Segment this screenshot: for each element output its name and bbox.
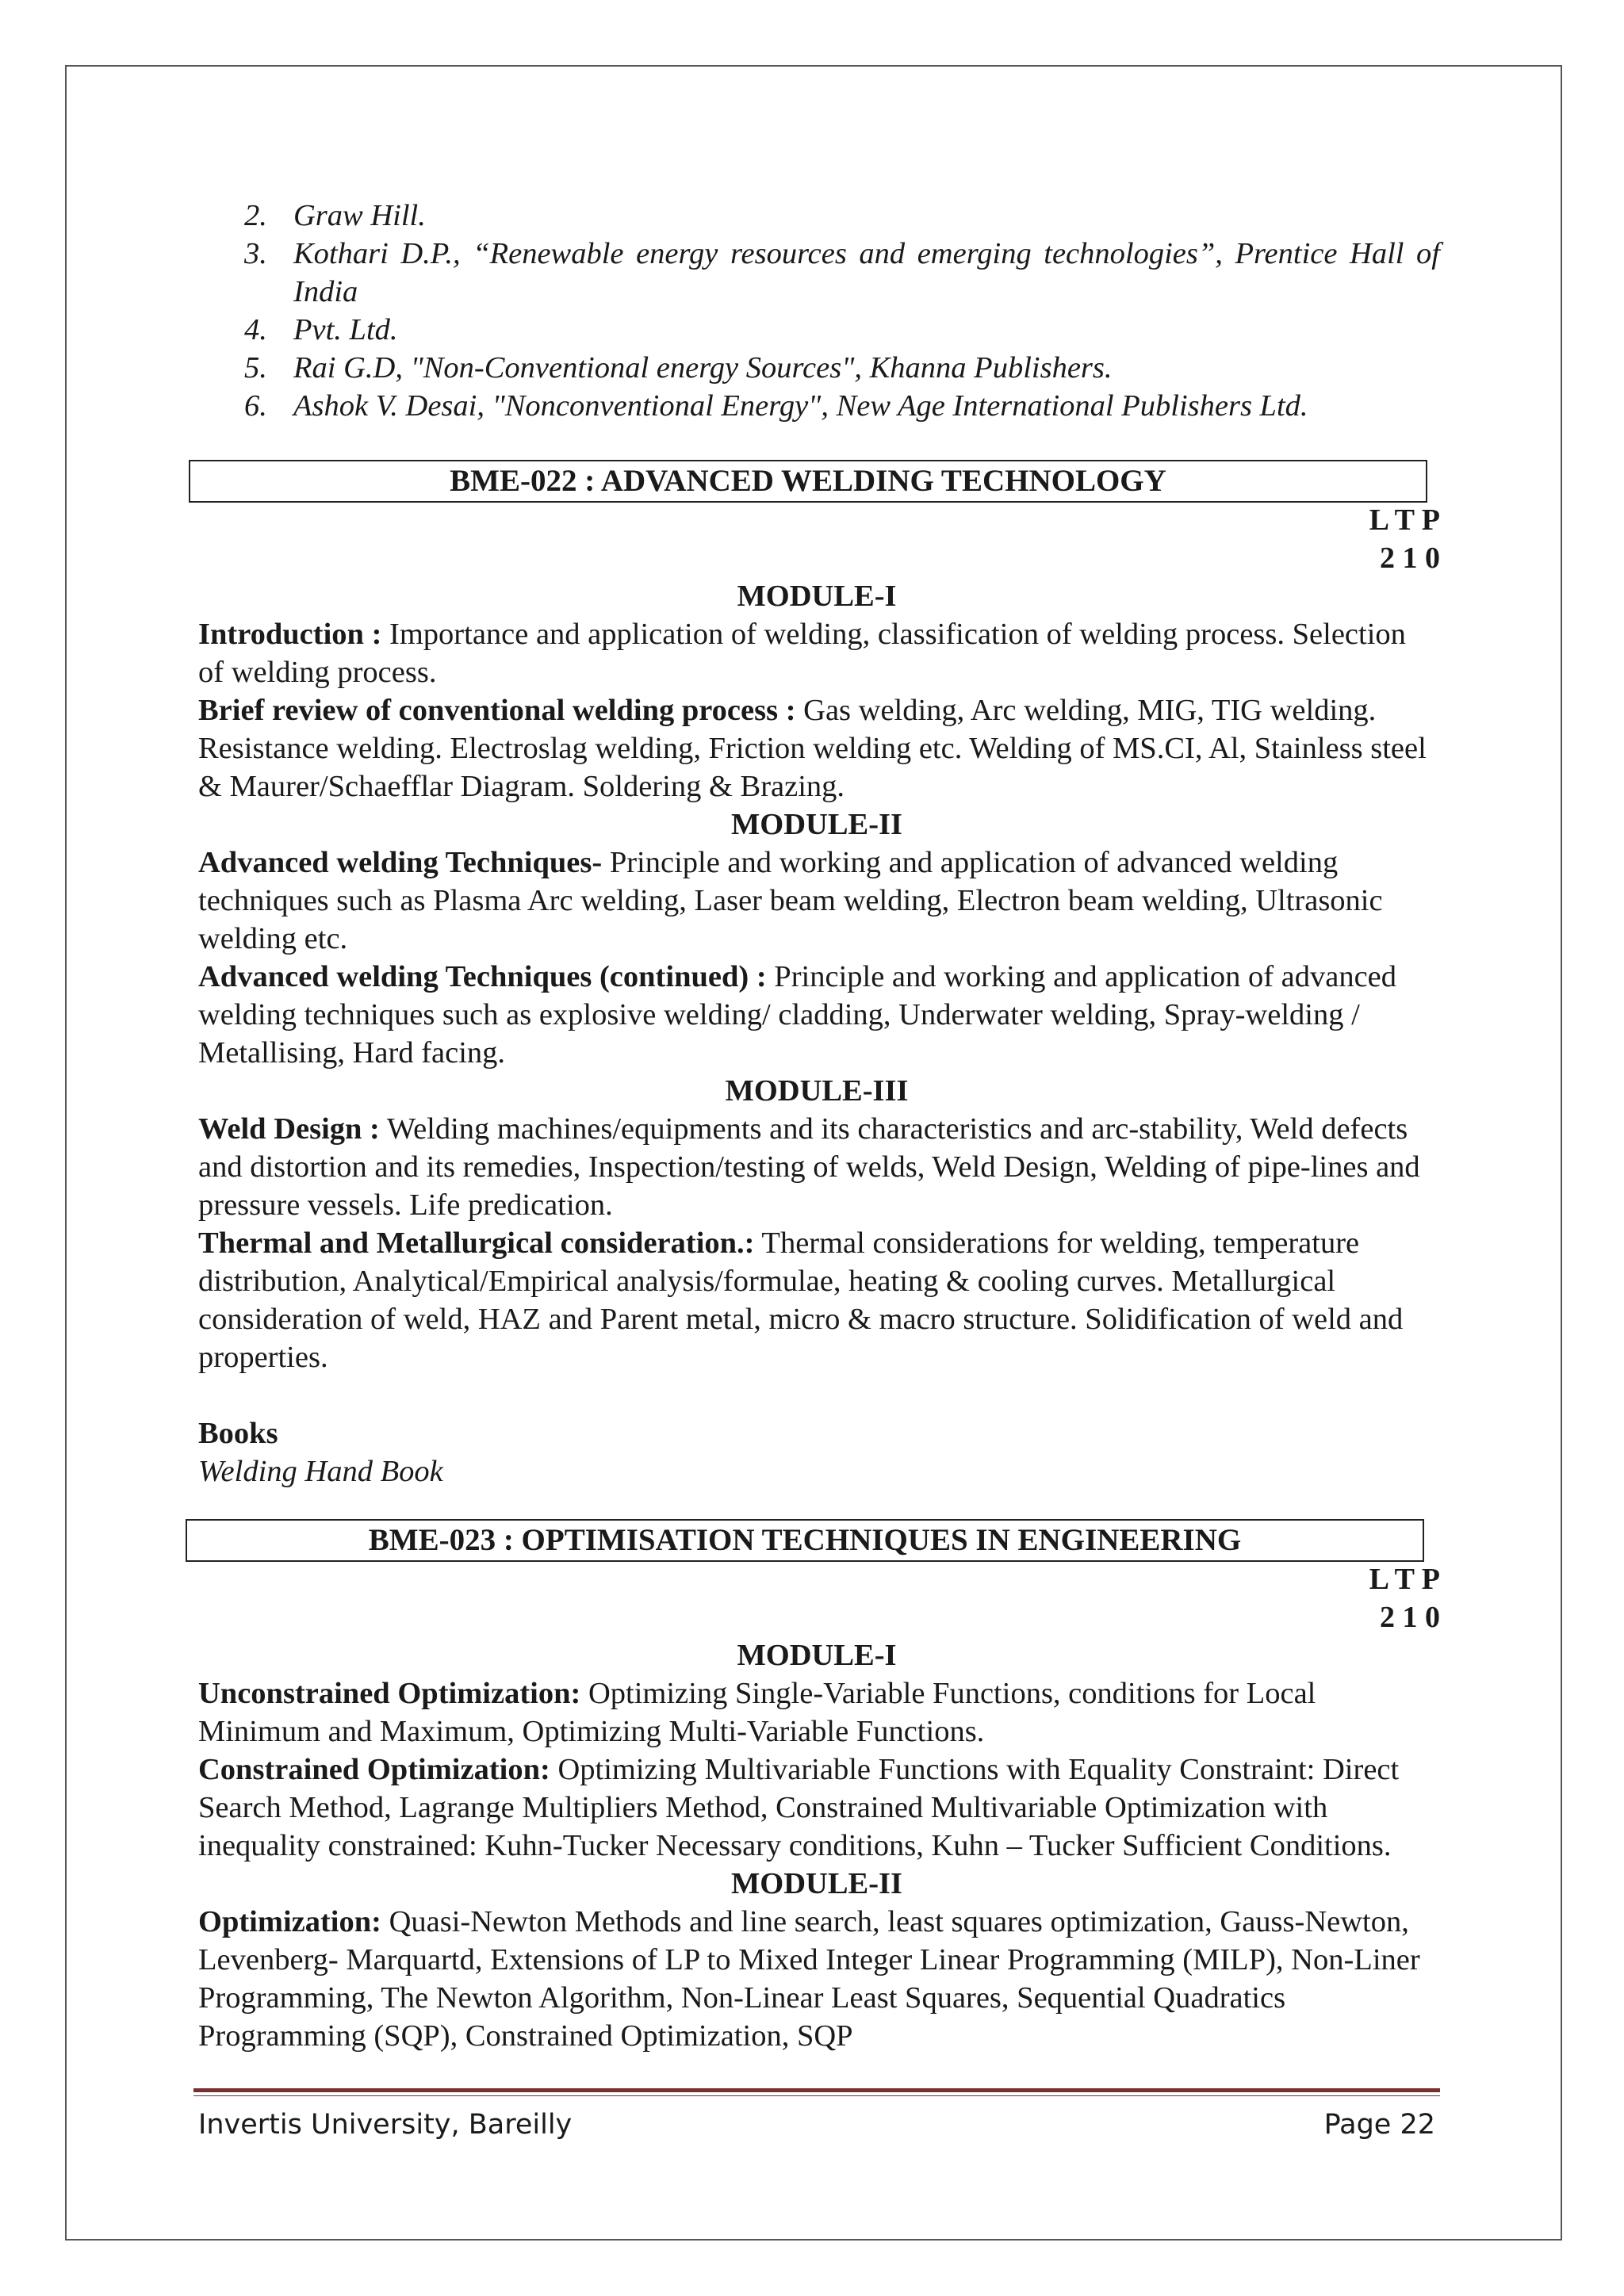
paragraph: Optimization: Quasi-Newton Methods and line search, least squares optimization, Gauss-Newton, Levenberg- Marquartd, Extensions of LP to Mixed Integer Linear Programming (MILP), Non-Liner Programming, The Newton Algorithm, Non-Linear Least Squares, Sequential Quadratics Programming (SQP), Constrained Optimization, SQP: [198, 1905, 1420, 2053]
reference-list: [244, 197, 1440, 425]
paragraph: Advanced welding Techniques (continued) : Principle and working and application of advanced welding techniques such as explosive welding/ cladding, Underwater welding, Spray-welding / Metallising, Hard facing.: [198, 960, 1397, 1070]
reference-item: 3. Kothari D.P., “Renewable energy resources and emerging technologies”, Prentice Hall of India: [244, 237, 1440, 308]
module-heading: MODULE-I: [737, 1639, 897, 1672]
module-heading: MODULE-II: [730, 1867, 903, 1900]
paragraph: Thermal and Metallurgical consideration.: Thermal considerations for welding, temperature distribution, Analytical/Empirical analysis/formulae, heating & cooling curves. Metallurgical consideration of weld, HAZ and Parent metal, micro & macro structure. Solidification of weld and properties.: [198, 1226, 1404, 1374]
paragraph: Constrained Optimization: Optimizing Multivariable Functions with Equality Constraint: Direct Search Method, Lagrange Multipliers Method, Constrained Multivariable Optimization with inequality constrained: Kuhn-Tucker Necessary conditions, Kuhn – Tucker Sufficient Conditions.: [198, 1753, 1400, 1862]
module-heading: MODULE-II: [730, 808, 903, 841]
page-footer: [198, 2107, 1435, 2142]
ltp-header: L T P 2 1 0: [1369, 503, 1440, 575]
footer-institution: Invertis University, Bareilly: [198, 2109, 573, 2141]
paragraph: Weld Design : Welding machines/equipments and its characteristics and arc-stability, Weld defects and distortion and its remedies, Inspection/testing of welds, Weld Design, Welding of pipe-lines and pressure vessels. Life predication.: [198, 1112, 1420, 1222]
course-title-box: BME-023 : OPTIMISATION TECHNIQUES IN ENGINEERING: [186, 1519, 1424, 1562]
book-entry: Welding Hand Book: [198, 1455, 443, 1488]
course-content: [198, 1636, 1435, 2055]
footer-rule: [193, 2095, 1440, 2096]
paragraph: Introduction : Importance and application of welding, classification of welding process. Selection of welding process.: [198, 618, 1406, 689]
ltp-header: L T P 2 1 0: [1369, 1563, 1440, 1634]
reference-item: 5. Rai G.D, "Non-Conventional energy Sources", Khanna Publishers.: [244, 351, 1113, 385]
page-number: Page 22: [1323, 2109, 1435, 2141]
paragraph: Brief review of conventional welding process : Gas welding, Arc welding, MIG, TIG welding. Resistance welding. Electroslag welding, Friction welding etc. Welding of MS.CI, Al, Stainless steel & Maurer/Schaefflar Diagram. Soldering & Brazing.: [198, 694, 1427, 803]
books-heading: Books: [198, 1417, 278, 1450]
course-title-box: BME-022 : ADVANCED WELDING TECHNOLOGY: [189, 460, 1427, 503]
course-content: [198, 577, 1435, 1490]
module-heading: MODULE-III: [725, 1074, 909, 1108]
reference-item: 4. Pvt. Ltd.: [244, 313, 398, 346]
module-heading: MODULE-I: [737, 580, 897, 613]
paragraph: Advanced welding Techniques- Principle and working and application of advanced welding techniques such as Plasma Arc welding, Laser beam welding, Electron beam welding, Ultrasonic welding etc.: [198, 846, 1383, 955]
reference-item: 2. Graw Hill.: [244, 199, 426, 232]
footer-rule: [193, 2088, 1440, 2092]
paragraph: Unconstrained Optimization: Optimizing Single-Variable Functions, conditions for Local Minimum and Maximum, Optimizing Multi-Variable Functions.: [198, 1677, 1316, 1748]
spacer: [198, 1376, 1435, 1414]
reference-item: 6. Ashok V. Desai, "Nonconventional Energy", New Age International Publishers Ltd.: [244, 389, 1308, 423]
